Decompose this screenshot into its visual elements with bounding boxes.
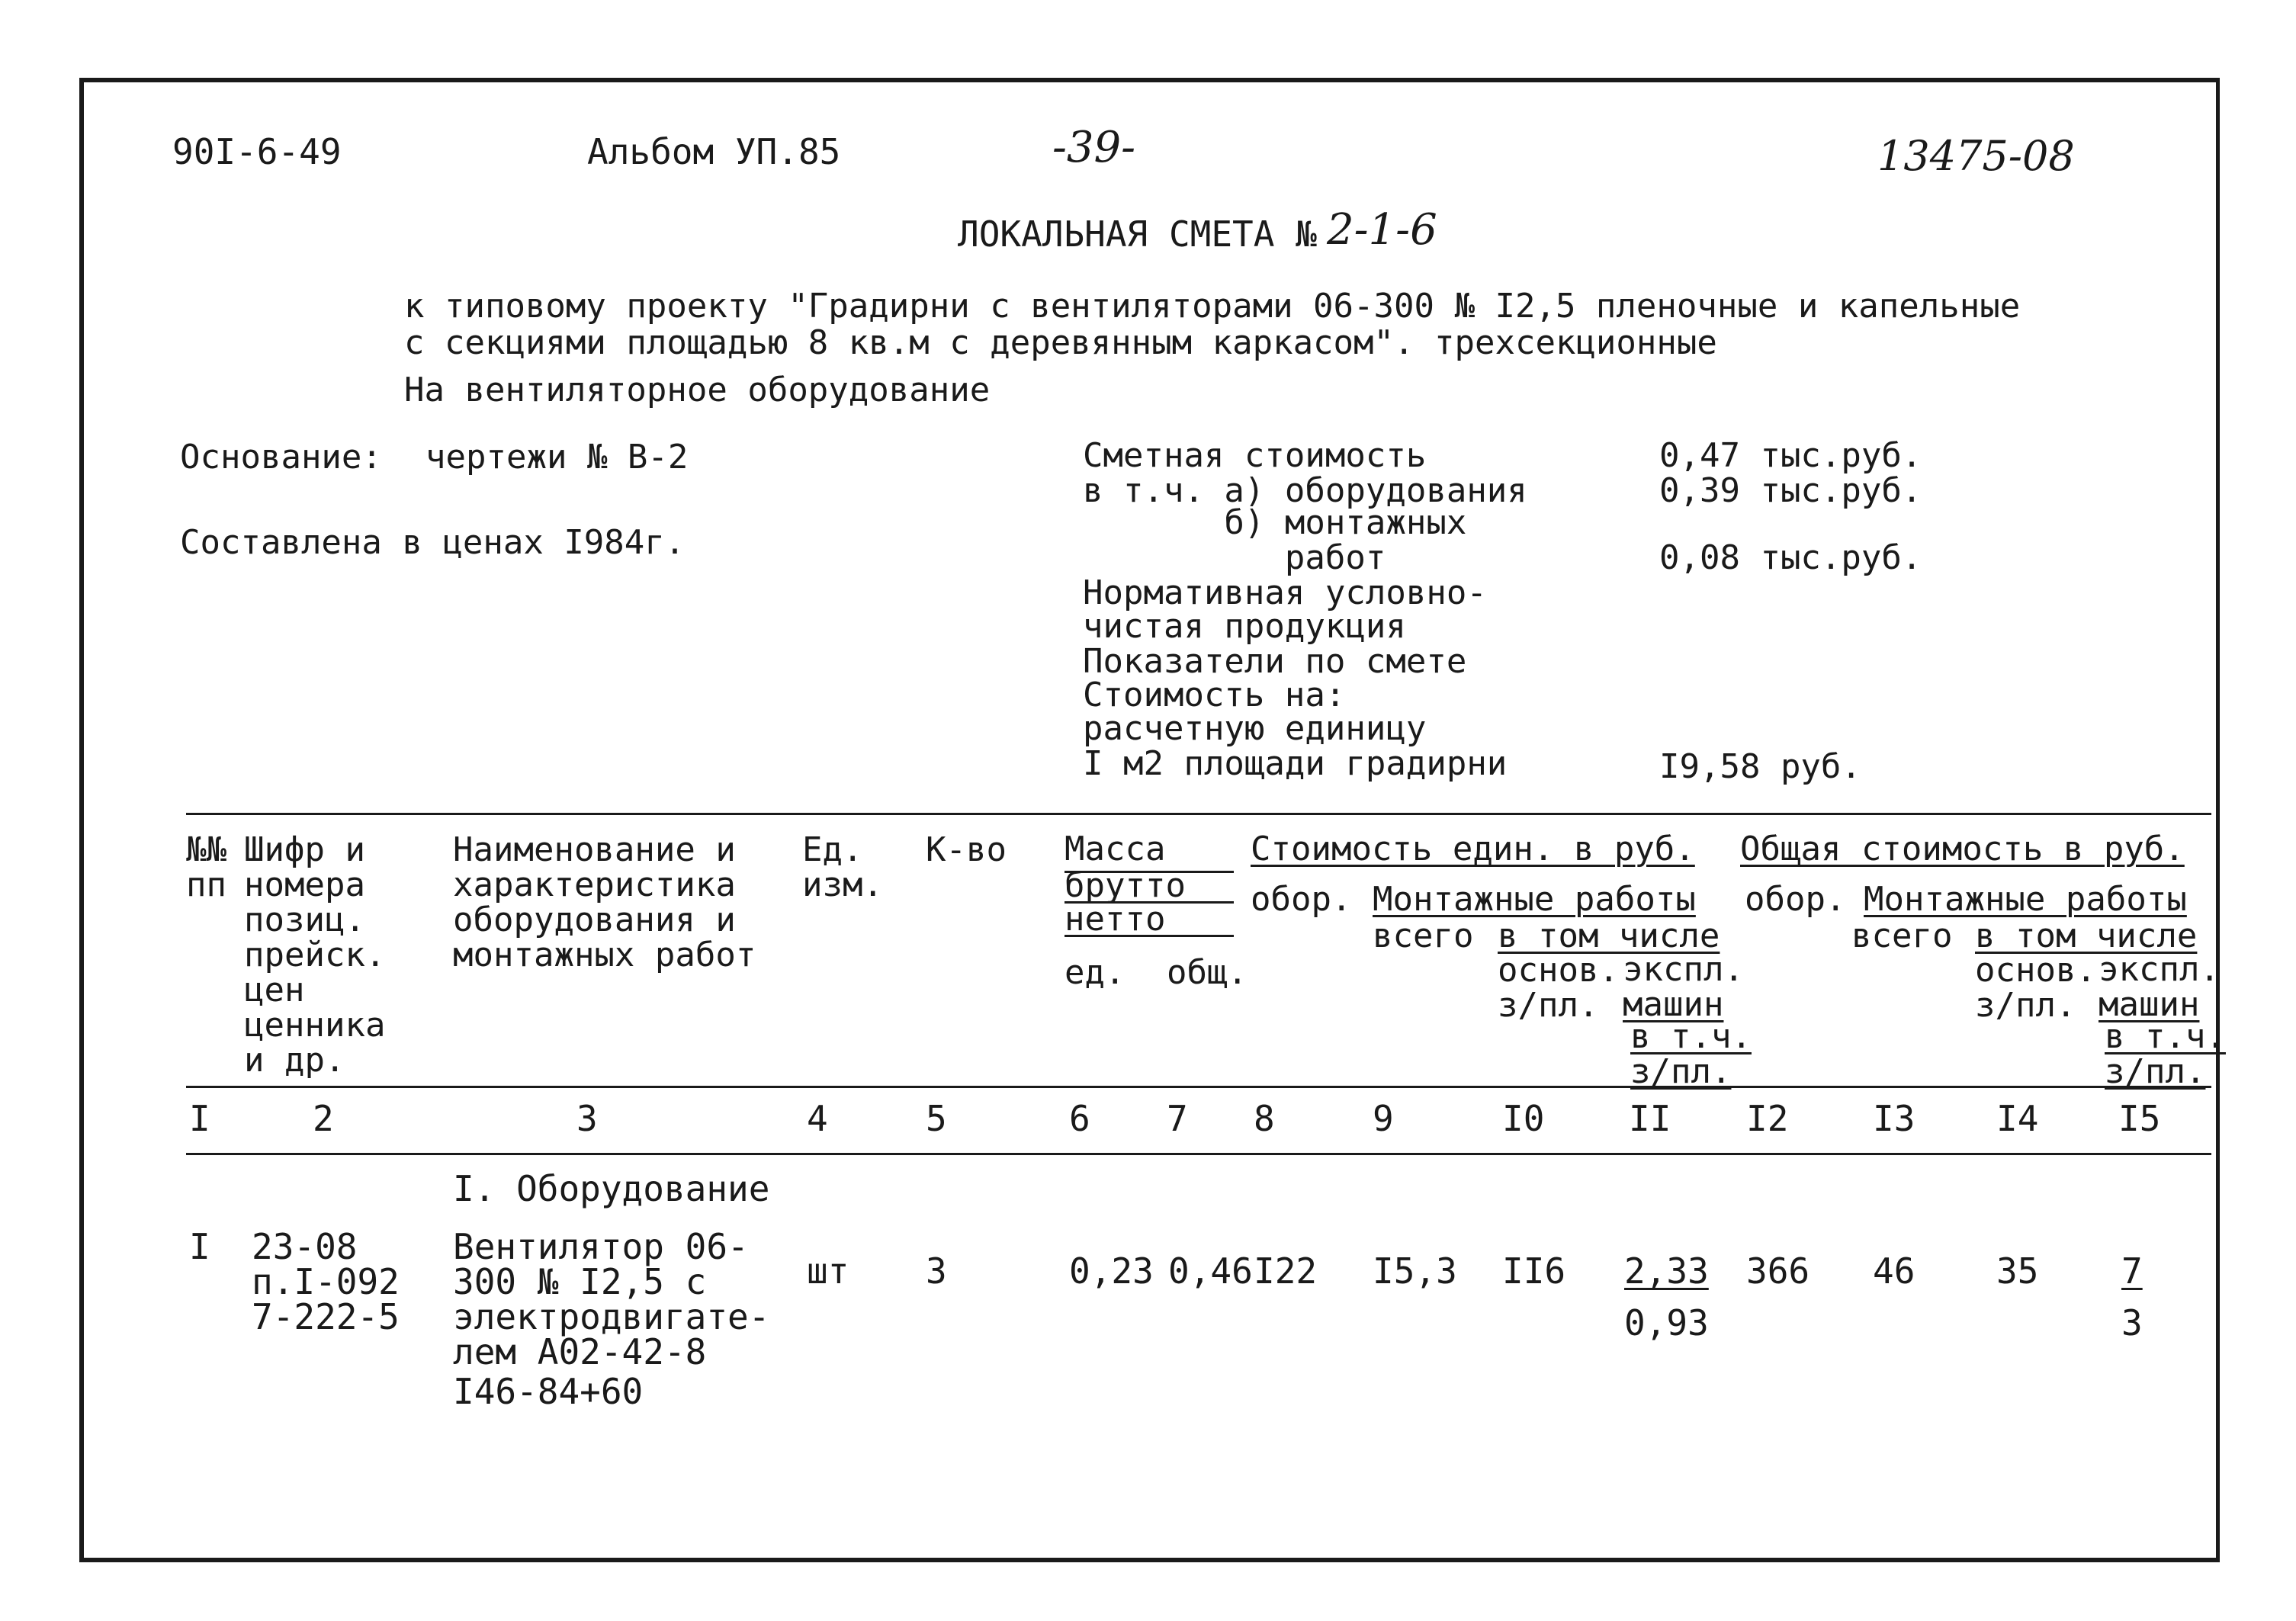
col-number-9: 9: [1373, 1098, 1394, 1139]
col-header-brutto: брутто: [1065, 866, 1186, 905]
col-number-13: I3: [1873, 1098, 1915, 1139]
col-header-unit: Ед. изм.: [802, 830, 883, 904]
col-header-unit-incl: в том числе: [1498, 916, 1720, 955]
col-number-8: 8: [1254, 1098, 1275, 1139]
row-total-wages: 35: [1996, 1250, 2039, 1292]
row-total-installation-all: 46: [1873, 1250, 1915, 1292]
col-header-unit-mash: машин: [1623, 985, 1724, 1024]
project-code: 90I-6-49: [172, 131, 342, 172]
row-unit: шт: [807, 1250, 849, 1292]
col-header-unit-equipment: обор.: [1251, 880, 1352, 919]
row-number: I: [189, 1226, 210, 1267]
cost-label-indicators: Показатели по смете: [1083, 642, 1467, 681]
col-header-unit-machines: экспл.: [1623, 950, 1744, 989]
col-number-6: 6: [1069, 1098, 1090, 1139]
row-unit-machine-wages: 0,93: [1624, 1302, 1709, 1343]
col-header-name: Наименование и характеристика оборудования и монтажных работ: [453, 830, 756, 974]
album-label: Альбом УП.85: [587, 131, 841, 172]
col-header-total-equipment: обор.: [1745, 880, 1846, 919]
row-reference: I46-84+60: [453, 1371, 644, 1412]
col-header-unit-cost: Стоимость един. в руб.: [1251, 830, 1695, 868]
row-code: 23-08 п.I-092 7-222-5: [252, 1226, 400, 1337]
col-header-total-machines: экспл.: [2099, 950, 2220, 989]
col-header-code: Шифр и номера позиц. прейск. цен ценника и др.: [244, 830, 386, 1080]
col-header-total-zpl: з/пл.: [2105, 1052, 2206, 1091]
col-header-total-cost: Общая стоимость в руб.: [1740, 830, 2185, 868]
col-header-netto: нетто: [1065, 900, 1166, 939]
column-numbers-rule: [186, 1153, 2211, 1155]
col-number-15: I5: [2118, 1098, 2161, 1139]
cost-label-works: работ: [1083, 538, 1386, 577]
row-total-machine-wages: 3: [2121, 1302, 2143, 1343]
row-total-equipment: 366: [1746, 1250, 1810, 1292]
cost-label-area: I м2 площади градирни: [1083, 744, 1508, 783]
row-total-machines: 7: [2121, 1250, 2143, 1292]
cost-label-normative-2: чистая продукция: [1083, 607, 1406, 646]
estimate-title: ЛОКАЛЬНАЯ СМЕТА №: [958, 213, 1317, 255]
col-number-12: I2: [1746, 1098, 1789, 1139]
row-unit-equipment: I22: [1254, 1250, 1318, 1292]
page-number: -39-: [1052, 123, 1136, 172]
estimate-number: 2-1-6: [1327, 205, 1437, 255]
row-mass-total: 0,46: [1168, 1250, 1253, 1292]
cost-label-total: Сметная стоимость: [1083, 436, 1427, 475]
cost-value-equipment: 0,39 тыс.руб.: [1659, 471, 1922, 510]
cost-value-works: 0,08 тыс.руб.: [1659, 538, 1922, 577]
col-header-number: №№ пп: [186, 830, 226, 904]
cost-label-normative-1: Нормативная условно-: [1083, 573, 1487, 612]
row-qty: 3: [926, 1250, 947, 1292]
section-title: I. Оборудование: [453, 1168, 770, 1209]
col-header-total-installation: Монтажные работы: [1864, 880, 2187, 919]
col-number-10: I0: [1502, 1098, 1545, 1139]
document-number: 13475-08: [1877, 132, 2075, 180]
basis-value: чертежи № В-2: [425, 438, 689, 477]
cost-label-equipment: в т.ч. а) оборудования: [1083, 471, 1527, 510]
col-header-mass-total: общ.: [1167, 953, 1248, 992]
project-line-1: к типовому проекту "Градирни с вентиляторами 06-300 № I2,5 пленочные и капельные: [404, 287, 2021, 326]
col-header-total-all: всего: [1851, 916, 1953, 955]
cost-value-per-m2: I9,58 руб.: [1659, 747, 1861, 786]
col-number-11: II: [1629, 1098, 1671, 1139]
table-top-rule: [186, 813, 2211, 815]
col-header-total-mash: машин: [2099, 985, 2200, 1024]
row-unit-machines: 2,33: [1624, 1250, 1709, 1292]
header-bottom-rule: [186, 1086, 2211, 1088]
col-header-qty: К-во: [926, 830, 1007, 869]
col-header-total-wages: основ. з/пл.: [1975, 951, 2096, 1025]
prices-note: Составлена в ценах I984г.: [180, 523, 686, 562]
col-number-5: 5: [926, 1098, 947, 1139]
col-header-unit-all: всего: [1373, 916, 1474, 955]
col-header-total-vtch: в т.ч.: [2105, 1017, 2226, 1056]
cost-label-installation: б) монтажных: [1083, 503, 1467, 542]
col-number-4: 4: [807, 1098, 828, 1139]
col-header-unit-vtch: в т.ч.: [1630, 1017, 1752, 1056]
col-header-mass: Масса: [1065, 830, 1166, 868]
project-line-3: На вентиляторное оборудование: [404, 371, 991, 409]
col-header-total-incl: в том числе: [1975, 916, 2198, 955]
col-header-mass-unit: ед.: [1065, 953, 1126, 992]
col-header-unit-installation: Монтажные работы: [1373, 880, 1696, 919]
row-unit-wages: II6: [1502, 1250, 1566, 1292]
cost-value-total: 0,47 тыс.руб.: [1659, 436, 1922, 475]
col-header-unit-wages: основ. з/пл.: [1498, 951, 1619, 1025]
col-number-7: 7: [1167, 1098, 1188, 1139]
cost-label-cost-per: Стоимость на:: [1083, 676, 1346, 714]
cost-label-unit: расчетную единицу: [1083, 709, 1427, 748]
col-number-2: 2: [313, 1098, 334, 1139]
row-unit-installation-all: I5,3: [1373, 1250, 1457, 1292]
project-line-2: с секциями площадью 8 кв.м с деревянным каркасом". трехсекционные: [404, 323, 1717, 362]
col-header-unit-zpl: з/пл.: [1630, 1052, 1732, 1091]
row-name: Вентилятор 06- 300 № I2,5 с электродвигате- лем А02-42-8: [453, 1226, 770, 1372]
col-number-1: I: [189, 1098, 210, 1139]
col-number-14: I4: [1996, 1098, 2039, 1139]
row-mass-unit: 0,23: [1069, 1250, 1154, 1292]
col-number-3: 3: [576, 1098, 598, 1139]
basis-label: Основание:: [180, 438, 382, 477]
